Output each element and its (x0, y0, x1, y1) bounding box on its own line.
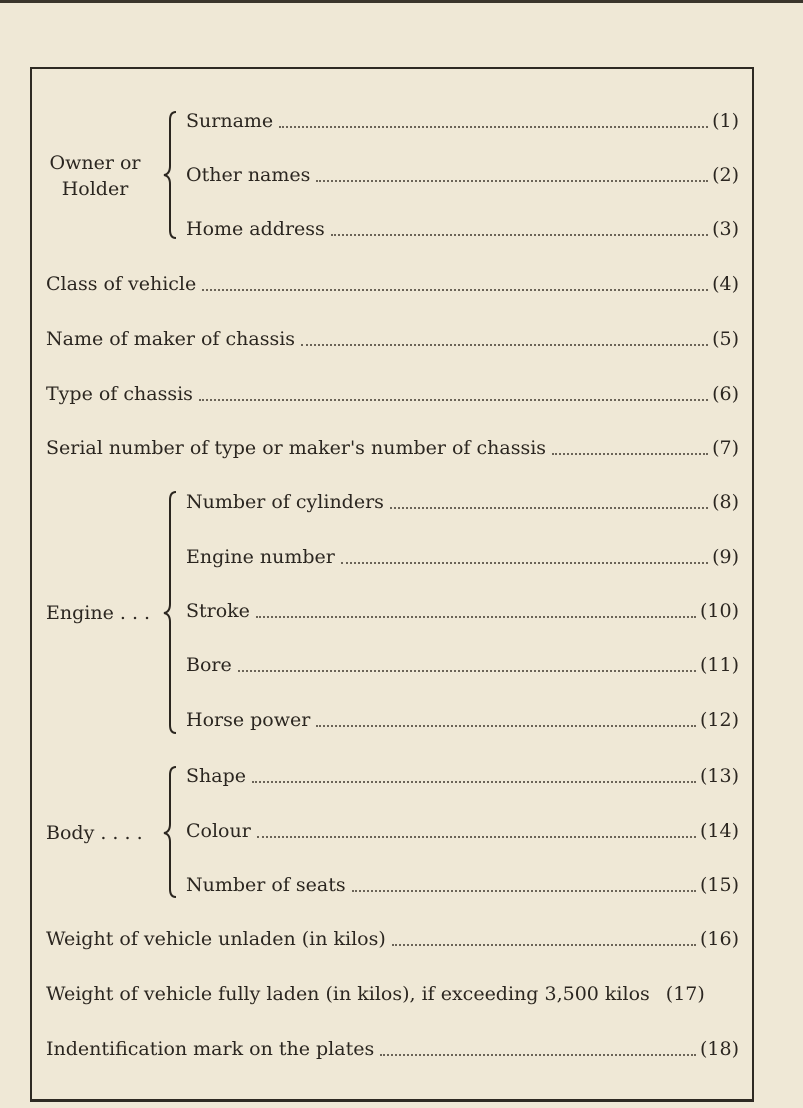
field-entry-line[interactable] (301, 344, 708, 346)
form-field-row (186, 818, 739, 844)
field-number: (17) (665, 983, 705, 1005)
form-field-row (186, 162, 739, 188)
form-field-row (46, 381, 739, 407)
form-field-row (186, 707, 739, 733)
field-label-engine-number: Engine number (186, 546, 335, 568)
field-number: (3) (712, 218, 739, 240)
field-entry-line[interactable] (316, 180, 708, 182)
field-number: (4) (712, 273, 739, 295)
field-entry-line[interactable] (279, 126, 708, 128)
field-number: (15) (699, 874, 739, 896)
field-label-name-of-maker-of-chassis: Name of maker of chassis (46, 328, 296, 350)
group-body-label: Body . . . . (46, 822, 143, 844)
field-entry-line[interactable] (238, 670, 696, 672)
field-entry-line[interactable] (256, 616, 696, 618)
form-field-row (46, 1036, 739, 1062)
field-number: (12) (699, 709, 739, 731)
field-entry-line[interactable] (199, 399, 708, 401)
field-number: (14) (699, 820, 739, 842)
field-label-stroke: Stroke (186, 600, 250, 622)
field-number: (18) (699, 1038, 739, 1060)
field-entry-line[interactable] (392, 944, 696, 946)
form-field-row (186, 652, 739, 678)
form-field-row (46, 981, 739, 1007)
owner-label-line1: Owner or (49, 152, 141, 174)
field-entry-line[interactable] (352, 890, 696, 892)
field-number: (10) (699, 600, 739, 622)
field-label-weight-of-vehicle-unladen-in-kilos: Weight of vehicle unladen (in kilos) (46, 928, 386, 950)
field-entry-line[interactable] (341, 562, 708, 564)
field-label-colour: Colour (186, 820, 251, 842)
form-field-row (186, 108, 739, 134)
form-field-row (186, 872, 739, 898)
field-number: (13) (699, 765, 739, 787)
field-number: (8) (712, 491, 739, 513)
field-number: (5) (712, 328, 739, 350)
owner-label-line2: Holder (61, 178, 129, 200)
form-field-row (46, 926, 739, 952)
field-entry-line[interactable] (257, 836, 696, 838)
field-number: (16) (699, 928, 739, 950)
group-engine-label: Engine . . . (46, 602, 151, 624)
field-number: (7) (712, 437, 739, 459)
field-entry-line[interactable] (552, 453, 708, 455)
field-entry-line[interactable] (252, 781, 696, 783)
page-edge (0, 0, 803, 3)
field-label-other-names: Other names (186, 164, 311, 186)
field-label-shape: Shape (186, 765, 246, 787)
field-label-surname: Surname (186, 110, 274, 132)
field-entry-line[interactable] (390, 507, 708, 509)
field-entry-line[interactable] (331, 234, 708, 236)
form-field-row (186, 489, 739, 515)
group-owner-label (40, 150, 150, 202)
form-field-row (46, 271, 739, 297)
brace-engine (162, 490, 182, 735)
field-number: (9) (712, 546, 739, 568)
field-number: (2) (712, 164, 739, 186)
field-label-horse-power: Horse power (186, 709, 311, 731)
form-field-row (186, 763, 739, 789)
field-entry-line[interactable] (316, 725, 696, 727)
field-label-type-of-chassis: Type of chassis (46, 383, 193, 405)
field-number: (11) (699, 654, 739, 676)
field-label-home-address: Home address (186, 218, 325, 240)
brace-owner (162, 110, 182, 240)
form-field-row (186, 544, 739, 570)
form-field-row (46, 435, 739, 461)
field-entry-line[interactable] (202, 289, 708, 291)
brace-body (162, 765, 182, 900)
form-field-row (186, 216, 739, 242)
field-label-number-of-cylinders: Number of cylinders (186, 491, 384, 513)
field-entry-line[interactable] (380, 1054, 696, 1056)
field-number: (6) (712, 383, 739, 405)
field-label-serial-number-of-type-or-maker-s-number-of-chassis: Serial number of type or maker's number of chassis (46, 437, 547, 459)
field-label-indentification-mark-on-the-plates: Indentification mark on the plates (46, 1038, 375, 1060)
field-label-number-of-seats: Number of seats (186, 874, 346, 896)
field-label-bore: Bore (186, 654, 232, 676)
form-field-row (46, 326, 739, 352)
field-label-class-of-vehicle: Class of vehicle (46, 273, 197, 295)
field-label-weight-of-vehicle-fully-laden-in-kilos-if-exceeding-3-500-kilos: Weight of vehicle fully laden (in kilos), if exceeding 3,500 kilos (46, 983, 650, 1005)
field-number: (1) (712, 110, 739, 132)
form-field-row (186, 598, 739, 624)
